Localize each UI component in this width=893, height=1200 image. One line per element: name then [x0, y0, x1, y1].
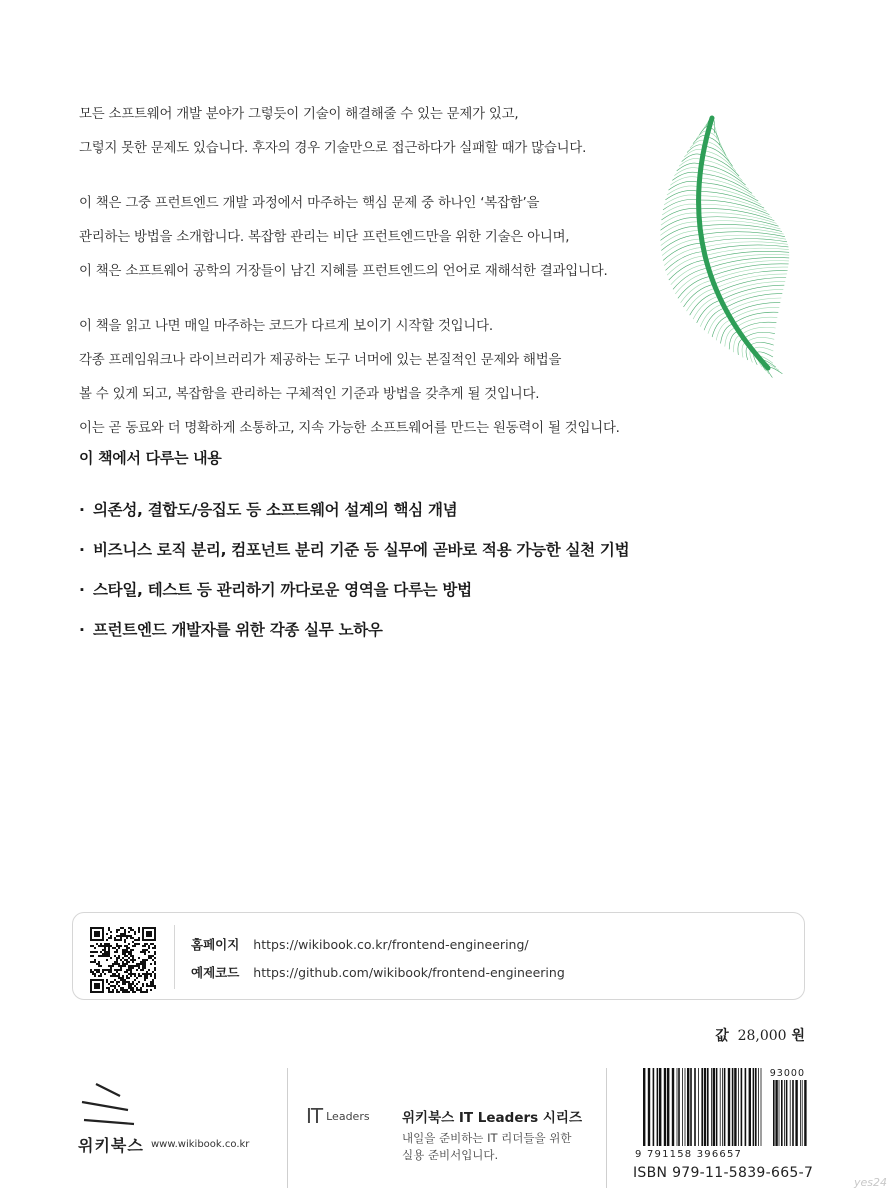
homepage-label: 홈페이지: [191, 937, 240, 952]
intro-line: 그렇지 못한 문제도 있습니다. 후자의 경우 기술만으로 접근하다가 실패할 때가 많습니다.: [79, 141, 587, 156]
intro-line: 이 책을 읽고 나면 매일 마주하는 코드가 다르게 보이기 시작할 것입니다.: [79, 319, 493, 334]
intro-line: 각종 프레임워크나 라이브러리가 제공하는 도구 너머에 있는 본질적인 문제와 해법을: [79, 353, 562, 368]
homepage-row: [191, 935, 529, 953]
publisher-url[interactable]: www.wikibook.co.kr: [151, 1139, 250, 1150]
intro-text: [79, 98, 679, 467]
intro-line: 볼 수 있게 되고, 복잡함을 관리하는 구체적인 기준과 방법을 갖추게 될 것입니다.: [79, 387, 540, 402]
it-leaders-logo-mark: IT: [306, 1104, 323, 1128]
bullet: ·: [79, 581, 85, 599]
intro-line: 관리하는 방법을 소개합니다. 복잡함 관리는 비단 프런트엔드만을 위한 기술은 아니며,: [79, 230, 570, 245]
wikibooks-logo-icon: [78, 1080, 138, 1130]
topic-item: [79, 610, 629, 650]
series-subtitle-line2: 실용 준비서입니다.: [402, 1148, 499, 1162]
topic-text: 프런트엔드 개발자를 위한 각종 실무 노하우: [93, 621, 383, 639]
qr-code-icon[interactable]: [90, 927, 156, 993]
bullet: ·: [79, 621, 85, 639]
fern-leaf-illustration: [640, 110, 820, 390]
topics-list: [79, 490, 629, 650]
price-unit: 원: [791, 1028, 805, 1044]
publisher-name: 위키북스: [78, 1136, 144, 1155]
footer-divider-left: [287, 1068, 288, 1188]
it-leaders-logo-word: Leaders: [326, 1110, 370, 1123]
price: [715, 1025, 805, 1045]
isbn-number: 979-11-5839-665-7: [672, 1165, 814, 1181]
topics-heading: 이 책에서 다루는 내용: [79, 449, 222, 467]
intro-paragraph: [79, 98, 679, 166]
bullet: ·: [79, 541, 85, 559]
intro-line: 모든 소프트웨어 개발 분야가 그렇듯이 기술이 해결해줄 수 있는 문제가 있고,: [79, 107, 519, 122]
example-code-url[interactable]: https://github.com/wikibook/frontend-engineering: [253, 965, 565, 980]
example-code-label: 예제코드: [191, 965, 240, 980]
topic-item: [79, 490, 629, 530]
series-subtitle: [402, 1130, 571, 1164]
barcode-digits: 9 791158 396657: [635, 1149, 743, 1160]
links-box: [72, 912, 805, 1000]
intro-line: 이는 곧 동료와 더 명확하게 소통하고, 지속 가능한 소프트웨어를 만드는 원동력이 될 것입니다.: [79, 421, 620, 436]
intro-line: 이 책은 그중 프런트엔드 개발 과정에서 마주하는 핵심 문제 중 하나인 ‘복잡함’을: [79, 196, 540, 211]
watermark: yes24: [854, 1176, 888, 1189]
topic-text: 비즈니스 로직 분리, 컴포넌트 분리 기준 등 실무에 곧바로 적용 가능한 실천 기법: [93, 541, 630, 559]
footer-divider-right: [606, 1068, 607, 1188]
example-code-row: [191, 963, 565, 981]
barcode-addon: 93000: [769, 1068, 805, 1079]
isbn-label: ISBN: [633, 1165, 668, 1181]
topic-item: [79, 570, 629, 610]
links-divider: [174, 925, 175, 989]
topic-text: 의존성, 결합도/응집도 등 소프트웨어 설계의 핵심 개념: [93, 501, 458, 519]
series-subtitle-line1: 내일을 준비하는 IT 리더들을 위한: [402, 1131, 572, 1145]
price-amount: 28,000: [737, 1028, 787, 1044]
intro-paragraph: [79, 187, 679, 289]
intro-line: 이 책은 소프트웨어 공학의 거장들이 남긴 지혜를 프런트엔드의 언어로 재해석한 결과입니다.: [79, 264, 608, 279]
isbn-barcode: [635, 1066, 810, 1161]
intro-paragraph: [79, 310, 679, 446]
series-title: 위키북스 IT Leaders 시리즈: [402, 1110, 582, 1126]
isbn: [633, 1165, 813, 1181]
it-leaders-logo: [306, 1104, 370, 1128]
homepage-url[interactable]: https://wikibook.co.kr/frontend-engineering/: [253, 937, 529, 952]
price-label: 값: [715, 1028, 729, 1044]
topic-text: 스타일, 테스트 등 관리하기 까다로운 영역을 다루는 방법: [93, 581, 472, 599]
topic-item: [79, 530, 629, 570]
bullet: ·: [79, 501, 85, 519]
